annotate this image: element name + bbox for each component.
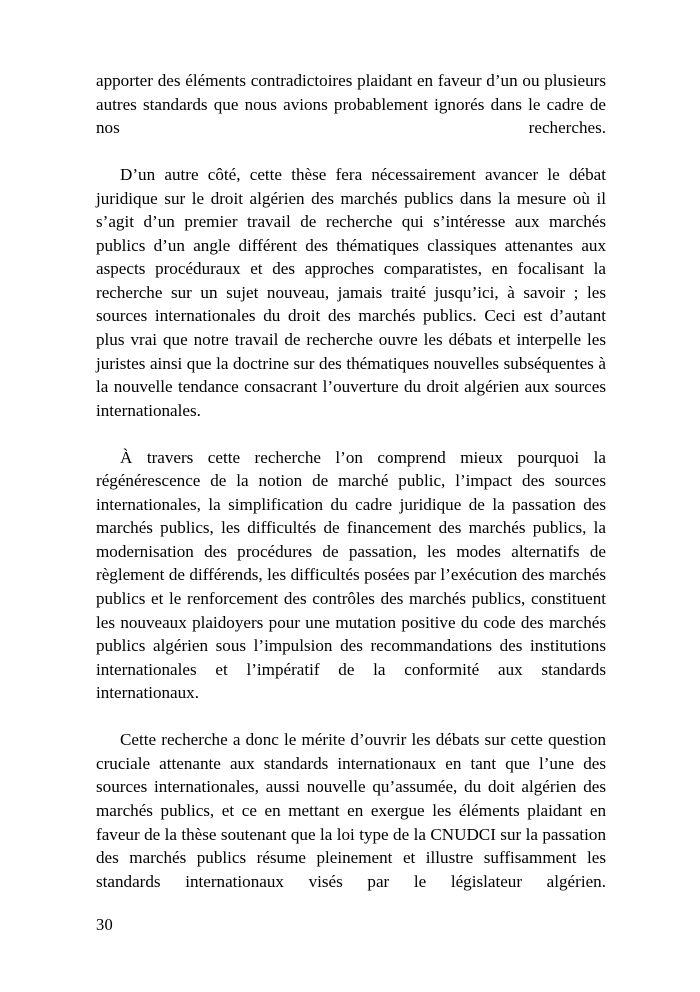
paragraph-3: À travers cette recherche l’on comprend mieux pourquoi la régénérescence de la notion de marché public, l’impact des sources internationales, la simplification du cadre juridique de la passation des marchés publics, les difficultés de financement des marchés publics, la modernisation des procédures de passation, les modes alternatifs de règlement de différends, les difficultés posées par l’exécution des marchés publics et le renforcement des contrôles des marchés publics, constituent les nouveaux plaidoyers pour une mutation positive du code des marchés publics algérien sous l’impulsion des recommandations des institutions internationales et l’impératif de la conformité aux standards internationaux. bbox=[96, 447, 606, 703]
paragraph-2: D’un autre côté, cette thèse fera nécessairement avancer le débat juridique sur le droit algérien des marchés publics dans la mesure où il s’agit d’un premier travail de recherche qui s’intéresse aux marchés publics d’un angle différent des thématiques classiques attenantes aux aspects procéduraux et des approches comparatistes, en focalisant la recherche sur un sujet nouveau, jamais traité jusqu’ici, à savoir ; les sources internationales du droit des marchés publics. Ceci est d’autant plus vrai que notre travail de recherche ouvre les débats et interpelle les juristes ainsi que la doctrine sur des thématiques nouvelles subséquentes à la nouvelle tendance consacrant l’ouverture du droit algérien aux sources internationales. bbox=[96, 165, 606, 420]
page-number: 30 bbox=[96, 915, 113, 934]
paragraph-4: Cette recherche a donc le mérite d’ouvrir les débats sur cette question cruciale attenante aux standards internationaux en tant que l’une des sources internationales, aussi nouvelle qu’assumée, du doit algérien des marchés publics, et ce en mettant en exergue les éléments plaidant en faveur de la thèse soutenant que la loi type de la CNUDCI sur la passation des marchés publics résume pleinement et illustre suffisamment les standards internationaux visés par le législateur algérien. bbox=[96, 730, 606, 891]
paragraph-1: apporter des éléments contradictoires plaidant en faveur d’un ou plusieurs autres standards que nous avions probablement ignorés dans le cadre de nos recherches. bbox=[96, 71, 606, 138]
body-text-block bbox=[96, 69, 606, 917]
